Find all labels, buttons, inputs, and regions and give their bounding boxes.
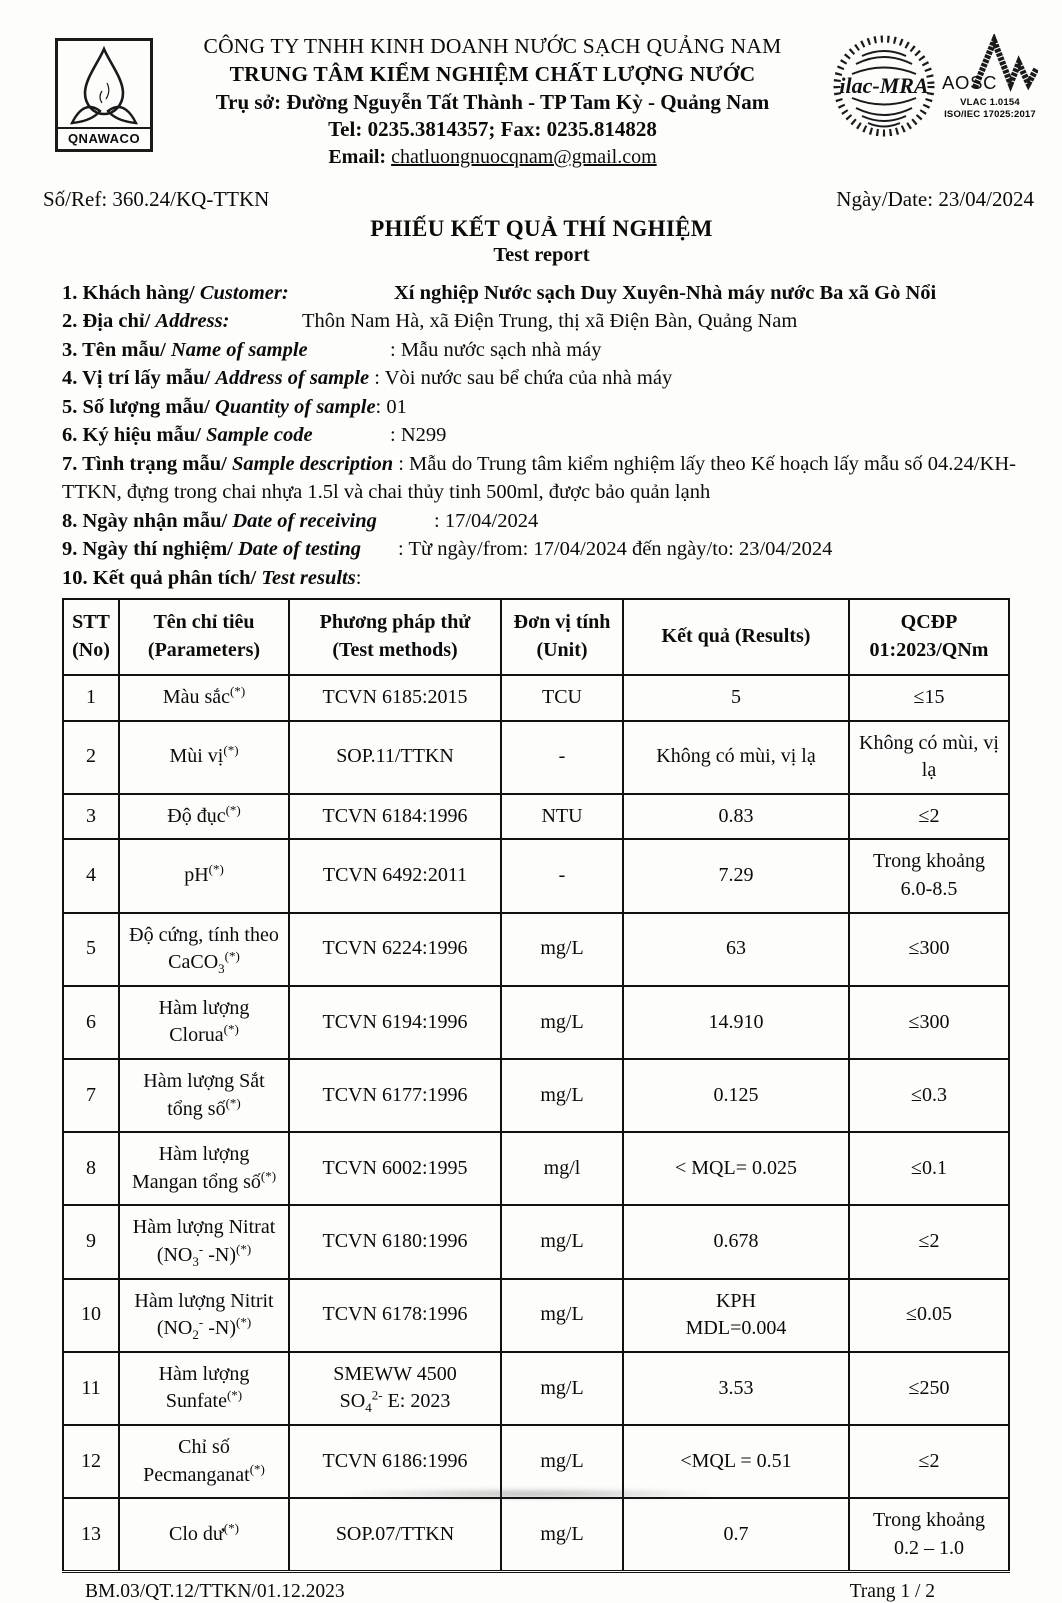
cell-no: 10 — [63, 1279, 119, 1352]
cell-limit: ≤2 — [849, 794, 1009, 840]
cell-limit: ≤250 — [849, 1352, 1009, 1425]
cell-result: 7.29 — [623, 839, 849, 912]
cell-param: Độ đục(*) — [119, 794, 289, 840]
cell-method: TCVN 6184:1996 — [289, 794, 501, 840]
cell-no: 3 — [63, 794, 119, 840]
result-row — [63, 1279, 1009, 1352]
cell-no: 9 — [63, 1205, 119, 1278]
company-info — [153, 22, 832, 171]
cell-param: Màu sắc(*) — [119, 675, 289, 721]
cell-unit: mg/L — [501, 1425, 623, 1498]
result-row — [63, 1059, 1009, 1132]
header-parameters: Tên chỉ tiêu (Parameters) — [119, 599, 289, 675]
cell-limit: ≤2 — [849, 1205, 1009, 1278]
cell-limit: ≤0.05 — [849, 1279, 1009, 1352]
info-sample-name: 3. Tên mẫu/ Name of sample : Mẫu nước sạch nhà máy — [62, 338, 602, 361]
info-sample-code: 6. Ký hiệu mẫu/ Sample code : N299 — [62, 424, 447, 447]
cell-limit: ≤15 — [849, 675, 1009, 721]
cell-result: KPH MDL=0.004 — [623, 1279, 849, 1352]
cell-param: Hàm lượng Sắt tổng số(*) — [119, 1059, 289, 1132]
cell-param: Độ cứng, tính theo CaCO$_3$(*) — [119, 913, 289, 986]
page-footer — [85, 1581, 935, 1603]
cell-param: pH(*) — [119, 839, 289, 912]
cell-param: Hàm lượng Nitrat ($NO_3^-$ -N)(*) — [119, 1205, 289, 1278]
cell-param: Hàm lượng Nitrit ($NO_2^-$ -N)(*) — [119, 1279, 289, 1352]
center-name: TRUNG TÂM KIỂM NGHIỆM CHẤT LƯỢNG NƯỚC — [229, 62, 756, 87]
header-results: Kết quả (Results) — [623, 599, 849, 675]
table-header-row — [63, 599, 1009, 675]
cell-unit: mg/L — [501, 1498, 623, 1572]
cell-method: TCVN 6194:1996 — [289, 986, 501, 1059]
page-number: Trang 1 / 2 — [849, 1581, 935, 1603]
page-subtitle: Test report — [493, 243, 590, 266]
header-no: STT (No) — [63, 599, 119, 675]
aosc-logo — [942, 34, 1038, 143]
cell-result: 14.910 — [623, 986, 849, 1059]
cell-no: 4 — [63, 839, 119, 912]
cell-method: TCVN 6492:2011 — [289, 839, 501, 912]
qnawaco-logo — [55, 38, 153, 152]
header-regulation-limit: QCĐP 01:2023/QNm — [849, 599, 1009, 675]
cell-unit: mg/l — [501, 1132, 623, 1205]
form-code: BM.03/QT.12/TTKN/01.12.2023 — [85, 1581, 345, 1603]
cell-no: 8 — [63, 1132, 119, 1205]
header-unit: Đơn vị tính (Unit) — [501, 599, 623, 675]
result-row — [63, 1205, 1009, 1278]
info-address: 2. Địa chỉ/ Address: Thôn Nam Hà, xã Điện Trung, thị xã Điện Bàn, Quảng Nam — [62, 310, 798, 333]
cell-result: 3.53 — [623, 1352, 849, 1425]
cell-method: TCVN 6002:1995 — [289, 1132, 501, 1205]
cell-unit: mg/L — [501, 986, 623, 1059]
cell-param: Hàm lượng Sunfate(*) — [119, 1352, 289, 1425]
email-link[interactable]: chatluongnuocqnam@gmail.com — [391, 146, 657, 169]
cell-limit: ≤0.3 — [849, 1059, 1009, 1132]
cell-unit: mg/L — [501, 913, 623, 986]
cell-method: TCVN 6178:1996 — [289, 1279, 501, 1352]
cell-param: Hàm lượng Clorua(*) — [119, 986, 289, 1059]
cell-no: 1 — [63, 675, 119, 721]
cell-method: TCVN 6180:1996 — [289, 1205, 501, 1278]
page-title: PHIẾU KẾT QUẢ THÍ NGHIỆM — [370, 215, 713, 241]
aosc-standard: ISO/IEC 17025:2017 — [944, 108, 1036, 120]
email-label: Email: — [328, 146, 387, 169]
result-row — [63, 1132, 1009, 1205]
result-row — [63, 721, 1009, 794]
cell-result: 0.678 — [623, 1205, 849, 1278]
cell-limit: ≤2 — [849, 1425, 1009, 1498]
ilac-mra-stamp — [832, 34, 936, 143]
cell-unit: - — [501, 839, 623, 912]
cell-method: TCVN 6177:1996 — [289, 1059, 501, 1132]
cell-method: SOP.11/TTKN — [289, 721, 501, 794]
cell-method: SMEWW 4500 $SO_4^{2-}$ E: 2023 — [289, 1352, 501, 1425]
result-row — [63, 839, 1009, 912]
company-name: CÔNG TY TNHH KINH DOANH NƯỚC SẠCH QUẢNG NAM — [203, 34, 782, 58]
cell-method: SOP.07/TTKN — [289, 1498, 501, 1572]
header-test-methods: Phương pháp thử (Test methods) — [289, 599, 501, 675]
result-row — [63, 986, 1009, 1059]
document-ref: Số/Ref: 360.24/KQ-TTKN — [43, 186, 270, 211]
cell-limit: ≤300 — [849, 986, 1009, 1059]
cell-unit: mg/L — [501, 1059, 623, 1132]
cell-method: TCVN 6185:2015 — [289, 675, 501, 721]
result-row — [63, 675, 1009, 721]
cell-no: 12 — [63, 1425, 119, 1498]
cell-result: 0.83 — [623, 794, 849, 840]
info-customer: 1. Khách hàng/ Customer: Xí nghiệp Nước sạch Duy Xuyên-Nhà máy nước Ba xã Gò Nổi — [62, 281, 937, 304]
cell-limit: Trong khoảng 6.0-8.5 — [849, 839, 1009, 912]
info-sample-description: 7. Tình trạng mẫu/ Sample description : Mẫu do Trung tâm kiểm nghiệm lấy theo Kế hoạch lấy mẫu số 04.24/KH-TTKN, đựng trong chai nhựa 1.5l và chai thủy tinh 500ml, được bảo quản lạnh — [62, 452, 1016, 504]
cell-no: 5 — [63, 913, 119, 986]
cell-unit: mg/L — [501, 1352, 623, 1425]
results-table-body — [63, 675, 1009, 1572]
info-test-results-heading: 10. Kết quả phân tích/ Test results: — [62, 566, 362, 589]
ilac-mra-stamp-icon — [832, 34, 936, 138]
aosc-text: AOSC — [942, 72, 998, 92]
cell-limit: Trong khoảng 0.2 – 1.0 — [849, 1498, 1009, 1572]
cell-limit: ≤0.1 — [849, 1132, 1009, 1205]
result-row — [63, 1425, 1009, 1498]
cell-no: 13 — [63, 1498, 119, 1572]
cell-param: Chỉ số Pecmanganat(*) — [119, 1425, 289, 1498]
aosc-logo-icon — [942, 34, 1038, 92]
cell-unit: mg/L — [501, 1279, 623, 1352]
company-email-line — [153, 144, 832, 170]
logo-text: QNAWACO — [58, 127, 150, 149]
cell-result: < MQL= 0.025 — [623, 1132, 849, 1205]
company-address: Trụ sở: Đường Nguyễn Tất Thành - TP Tam Kỳ - Quảng Nam — [215, 89, 770, 114]
cell-unit: mg/L — [501, 1205, 623, 1278]
cell-param: Hàm lượng Mangan tổng số(*) — [119, 1132, 289, 1205]
cell-limit: ≤300 — [849, 913, 1009, 986]
info-sample-address: 4. Vị trí lấy mẫu/ Address of sample : Vòi nước sau bể chứa của nhà máy — [62, 367, 673, 390]
cell-method: TCVN 6186:1996 — [289, 1425, 501, 1498]
info-sample-quantity: 5. Số lượng mẫu/ Quantity of sample: 01 — [62, 395, 407, 418]
aosc-accreditation-code: VLAC 1.0154 — [960, 97, 1020, 108]
cell-param: Mùi vị(*) — [119, 721, 289, 794]
info-date-receiving: 8. Ngày nhận mẫu/ Date of receiving : 17/04/2024 — [62, 509, 539, 532]
result-row — [63, 794, 1009, 840]
cell-result: 5 — [623, 675, 849, 721]
info-date-testing: 9. Ngày thí nghiệm/ Date of testing : Từ ngày/from: 17/04/2024 đến ngày/to: 23/04/2024 — [62, 538, 833, 561]
cell-no: 11 — [63, 1352, 119, 1425]
water-drop-hands-icon — [58, 41, 150, 127]
cell-unit: TCU — [501, 675, 623, 721]
sample-info-section — [62, 279, 1030, 593]
cell-no: 2 — [63, 721, 119, 794]
cell-param: Clo dư(*) — [119, 1498, 289, 1572]
cell-result: 63 — [623, 913, 849, 986]
cell-unit: NTU — [501, 794, 623, 840]
results-table — [62, 598, 1010, 1573]
cell-result: <MQL = 0.51 — [623, 1425, 849, 1498]
cell-result: 0.125 — [623, 1059, 849, 1132]
ilac-mra-text: ilac-MRA — [839, 73, 929, 98]
cell-result: Không có mùi, vị lạ — [623, 721, 849, 794]
cell-unit: - — [501, 721, 623, 794]
meta-row — [43, 187, 1040, 212]
cell-no: 7 — [63, 1059, 119, 1132]
document-header — [43, 22, 1040, 171]
result-row — [63, 1498, 1009, 1572]
result-row — [63, 1352, 1009, 1425]
result-row — [63, 913, 1009, 986]
certification-logos — [832, 22, 1038, 143]
document-date: Ngày/Date: 23/04/2024 — [836, 186, 1034, 211]
cell-limit: Không có mùi, vị lạ — [849, 721, 1009, 794]
cell-no: 6 — [63, 986, 119, 1059]
cell-result: 0.7 — [623, 1498, 849, 1572]
company-tel-fax: Tel: 0235.3814357; Fax: 0235.814828 — [328, 117, 657, 142]
cell-method: TCVN 6224:1996 — [289, 913, 501, 986]
